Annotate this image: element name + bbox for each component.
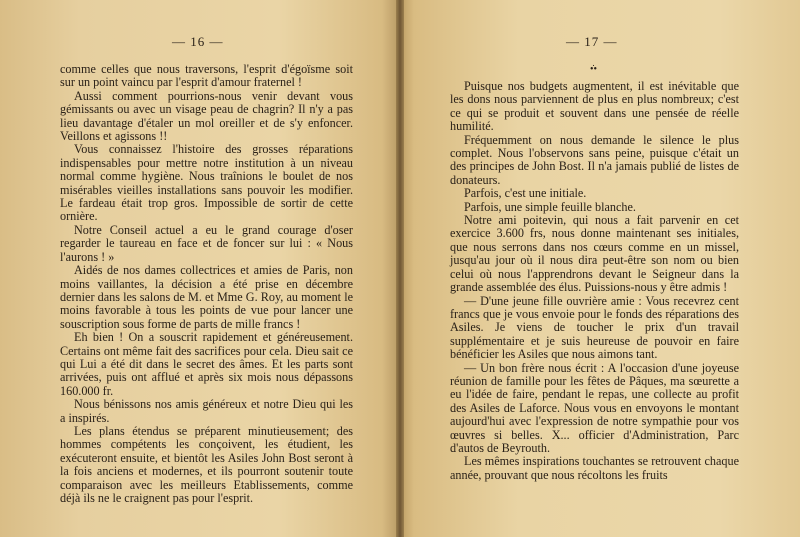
paragraph: Les plans étendus se préparent minutieusement; des hommes compétents les conçoivent, les étudient, les exécuteront ensuite, et bientôt les Asiles John Bost seront à la fois anciens et modernes, et ils pourront soutenir toute comparaison avec les meilleurs Etablissements, comme déjà ils ne le craignent pas pour l'esprit. — [60, 423, 353, 505]
paragraph: Fréquemment on nous demande le silence le plus complet. Nous l'observons sans peine, puisque c'était un des principes de John Bost. Il n'a jamais publié de listes de donateurs. — [450, 132, 739, 187]
left-page-body — [60, 63, 353, 505]
paragraph: Aussi comment pourrions-nous venir devant vous gémissants ou avec un visage peau de chagrin? Il n'y a pas lieu davantage d'étaler un mol oreiller et de s'y enfoncer. Veillons et agissons !! — [60, 88, 353, 144]
paragraph: comme celles que nous traversons, l'esprit d'égoïsme soit sur un point vaincu par l'esprit d'amour fraternel ! — [60, 62, 353, 90]
left-page — [0, 0, 398, 537]
section-ornament: •̇• — [590, 64, 598, 75]
paragraph: Parfois, c'est une initiale. — [464, 186, 587, 201]
paragraph: Parfois, une simple feuille blanche. — [464, 199, 636, 214]
right-page-body — [450, 80, 739, 482]
paragraph: Nous bénissons nos amis généreux et notre Dieu qui les a inspirés. — [60, 397, 353, 425]
paragraph: Eh bien ! On a souscrit rapidement et généreusement. Certains ont même fait des sacrifices pour cela. Dieu sait ce qui Lui a été dit dans le secret des âmes. Et les parts sont arrivées, puis ont afflué et après six mois nous dépassons 160.000 fr. — [60, 330, 353, 398]
paragraph: Puisque nos budgets augmentent, il est inévitable que les dons nous parviennent de plus en plus nombreux; c'est ce qui se produit et souvent dans une pensée de réelle humilité. — [450, 79, 739, 134]
paragraph: Notre ami poitevin, qui nous a fait parvenir en cet exercice 3.600 frs, nous donne maintenant ses initiales, que nous serrons dans nos cœurs comme en un missel, jusqu'au jour où il nous dira peut-être son nom ou bien celui où nous l'apprendrons devant le Seigneur dans la grande assemblée des élus. Puissions-nous y être admis ! — [450, 213, 739, 295]
page-number: — 16 — — [172, 34, 224, 49]
paragraph: Notre Conseil actuel a eu le grand courage d'oser regarder le taureau en face et de foncer sur lui : « Nous l'aurons ! » — [60, 222, 353, 264]
paragraph: Les mêmes inspirations touchantes se retrouvent chaque année, prouvant que nous récoltons les fruits — [450, 454, 739, 482]
page-number: — 17 — — [566, 34, 618, 49]
paragraph: Vous connaissez l'histoire des grosses réparations indispensables pour mettre notre institution à un niveau normal comme hygiène. Nous traînions le boulet de nos misérables vieilles installations sans pouvoir les modifier. Le fardeau était trop gros. Impossible de sortir de cette ornière. — [60, 142, 353, 224]
paragraph: — D'une jeune fille ouvrière amie : Vous recevrez cent francs que je vous envoie pour le fonds des réparations des Asiles. Je viens de toucher le prix d'un travail supplémentaire et je suis heureuse de pouvoir en faire bénéficier les Asiles que nous aimons tant. — [450, 293, 739, 362]
book-gutter — [396, 0, 404, 537]
right-page — [398, 0, 800, 537]
paragraph: Aidés de nos dames collectrices et amies de Paris, non moins vaillantes, la décision a été prise en décembre dernier dans les salons de M. et Mme G. Roy, au moment le moins favorable à tous les points de vue pour lancer une souscription sous forme de parts de mille francs ! — [60, 263, 353, 331]
paragraph: — Un bon frère nous écrit : A l'occasion d'une joyeuse réunion de famille pour les fêtes de Pâques, ma sœurette a eu l'idée de faire, pendant le repas, une collecte au profit des Asiles de Laforce. Nous vous en envoyons le montant aujourd'hui avec l'expression de notre sympathie pour vos œuvres si belles. X... officier d'Administration, Parc d'autos de Beyrouth. — [450, 360, 739, 455]
